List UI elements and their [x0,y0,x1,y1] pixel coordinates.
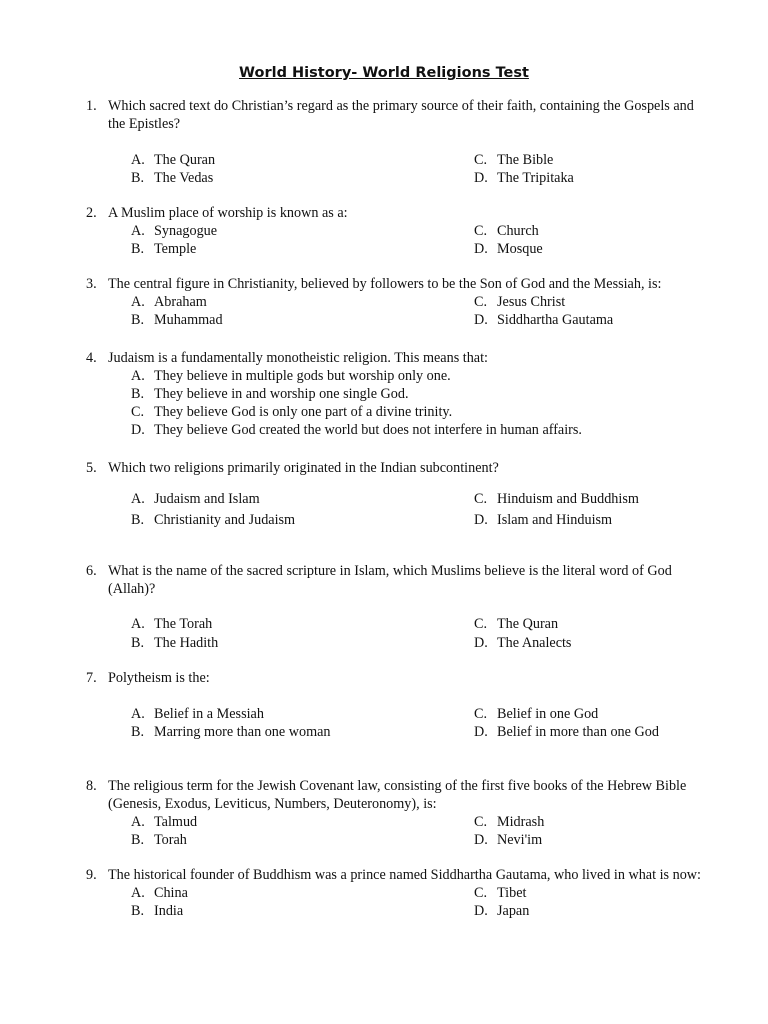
option-c[interactable] [474,884,526,902]
option-letter: C. [474,706,488,722]
question-8 [86,777,726,848]
option-text: The Tripitaka [497,170,574,186]
question-number: 2. [86,205,97,221]
option-d[interactable] [474,511,612,529]
option-b[interactable] [131,831,187,849]
question-2 [86,204,726,257]
option-text: The Vedas [154,170,214,186]
question-text: The religious term for the Jewish Covenant law, consisting of the first five books of the Hebrew Bible (Genesis, Exodus, Leviticus, Numbers, Deuteronomy), is: [108,778,687,812]
option-d[interactable] [474,723,659,741]
option-letter: A. [131,294,145,310]
option-b[interactable] [131,723,331,741]
option-text: Tibet [497,885,527,901]
option-text: The Quran [497,616,559,632]
option-text: Church [497,223,539,239]
option-letter: D. [474,635,488,651]
option-text: Hinduism and Buddhism [497,491,639,507]
option-text: Abraham [154,294,207,310]
option-text: They believe God created the world but does not interfere in human affairs. [154,422,582,438]
option-text: Belief in more than one God [497,724,659,740]
option-text: The Bible [497,152,554,168]
question-text: Which sacred text do Christian’s regard as the primary source of their faith, containing the Gospels and the Epistles? [108,98,694,132]
option-a[interactable] [131,293,207,311]
option-letter: A. [131,885,145,901]
option-letter: C. [131,404,145,420]
option-letter: C. [474,814,488,830]
option-letter: A. [131,152,145,168]
option-b[interactable] [131,634,218,652]
option-d[interactable] [131,421,582,439]
option-d[interactable] [474,240,543,258]
option-d[interactable] [474,831,542,849]
option-c[interactable] [474,293,565,311]
question-1 [86,97,726,186]
option-c[interactable] [474,705,598,723]
option-letter: B. [131,386,145,402]
question-6 [86,562,726,651]
question-text: What is the name of the sacred scripture in Islam, which Muslims believe is the literal word of God (Allah)? [108,563,672,597]
question-7 [86,669,726,740]
option-text: China [154,885,188,901]
option-text: Belief in a Messiah [154,706,264,722]
option-letter: C. [474,223,488,239]
option-letter: A. [131,491,145,507]
option-d[interactable] [474,634,571,652]
option-text: Torah [154,832,187,848]
question-number: 3. [86,276,97,292]
option-text: They believe in and worship one single God. [154,386,409,402]
option-text: Christianity and Judaism [154,512,296,528]
option-text: The Analects [497,635,572,651]
question-5 [86,459,726,528]
option-b[interactable] [131,385,409,403]
option-text: They believe in multiple gods but worship only one. [154,368,451,384]
option-letter: A. [131,368,145,384]
option-text: The Hadith [154,635,219,651]
option-d[interactable] [474,311,613,329]
question-9 [86,866,726,919]
option-c[interactable] [474,813,544,831]
option-letter: B. [131,512,145,528]
option-b[interactable] [131,311,223,329]
option-letter: D. [474,312,488,328]
option-c[interactable] [474,151,553,169]
option-letter: D. [474,832,488,848]
question-number: 6. [86,563,97,579]
option-a[interactable] [131,367,451,385]
option-letter: C. [474,491,488,507]
option-text: Islam and Hinduism [497,512,613,528]
question-text: The central figure in Christianity, believed by followers to be the Son of God and the Messiah, is: [108,276,662,292]
question-4 [86,349,726,438]
question-text: Which two religions primarily originated in the Indian subcontinent? [108,460,499,476]
option-letter: D. [474,903,488,919]
option-c[interactable] [474,490,639,508]
option-text: The Quran [154,152,216,168]
option-b[interactable] [131,169,213,187]
option-text: Muhammad [154,312,223,328]
question-number: 9. [86,867,97,883]
option-text: Judaism and Islam [154,491,260,507]
option-text: Synagogue [154,223,218,239]
option-letter: D. [474,241,488,257]
option-letter: D. [474,512,488,528]
question-number: 4. [86,350,97,366]
option-letter: A. [131,223,145,239]
option-a[interactable] [131,615,212,633]
question-3 [86,275,726,328]
option-letter: B. [131,832,145,848]
option-text: Midrash [497,814,545,830]
option-letter: A. [131,706,145,722]
option-b[interactable] [131,240,196,258]
option-letter: B. [131,241,145,257]
option-b[interactable] [131,902,183,920]
question-number: 7. [86,670,97,686]
option-text: Marring more than one woman [154,724,331,740]
option-c[interactable] [131,403,452,421]
question-number: 5. [86,460,97,476]
option-letter: A. [131,814,145,830]
option-a[interactable] [131,222,217,240]
option-text: India [154,903,184,919]
option-c[interactable] [474,222,539,240]
option-text: Japan [497,903,530,919]
option-letter: C. [474,616,488,632]
option-letter: B. [131,170,145,186]
option-letter: B. [131,903,145,919]
question-number: 1. [86,98,97,114]
question-text: A Muslim place of worship is known as a: [108,205,348,221]
option-c[interactable] [474,615,558,633]
option-letter: B. [131,724,145,740]
option-a[interactable] [131,884,188,902]
option-a[interactable] [131,705,264,723]
option-letter: C. [474,152,488,168]
option-text: Belief in one God [497,706,599,722]
option-letter: D. [474,724,488,740]
option-d[interactable] [474,169,574,187]
option-text: Temple [154,241,197,257]
test-title: World History- World Religions Test [239,65,529,81]
option-text: Siddhartha Gautama [497,312,614,328]
option-a[interactable] [131,813,197,831]
option-text: The Torah [154,616,213,632]
question-text: Judaism is a fundamentally monotheistic religion. This means that: [108,350,488,366]
option-text: Mosque [497,241,543,257]
option-letter: A. [131,616,145,632]
option-letter: B. [131,312,145,328]
option-text: They believe God is only one part of a divine trinity. [154,404,453,420]
option-a[interactable] [131,151,215,169]
option-text: Jesus Christ [497,294,566,310]
option-letter: B. [131,635,145,651]
question-number: 8. [86,778,97,794]
question-text: The historical founder of Buddhism was a prince named Siddhartha Gautama, who lived in what is now: [108,867,701,883]
option-d[interactable] [474,902,529,920]
option-letter: C. [474,294,488,310]
option-text: Nevi'im [497,832,543,848]
option-letter: D. [474,170,488,186]
option-b[interactable] [131,511,295,529]
option-text: Talmud [154,814,198,830]
option-a[interactable] [131,490,260,508]
option-letter: D. [131,422,145,438]
question-text: Polytheism is the: [108,670,210,686]
option-letter: C. [474,885,488,901]
